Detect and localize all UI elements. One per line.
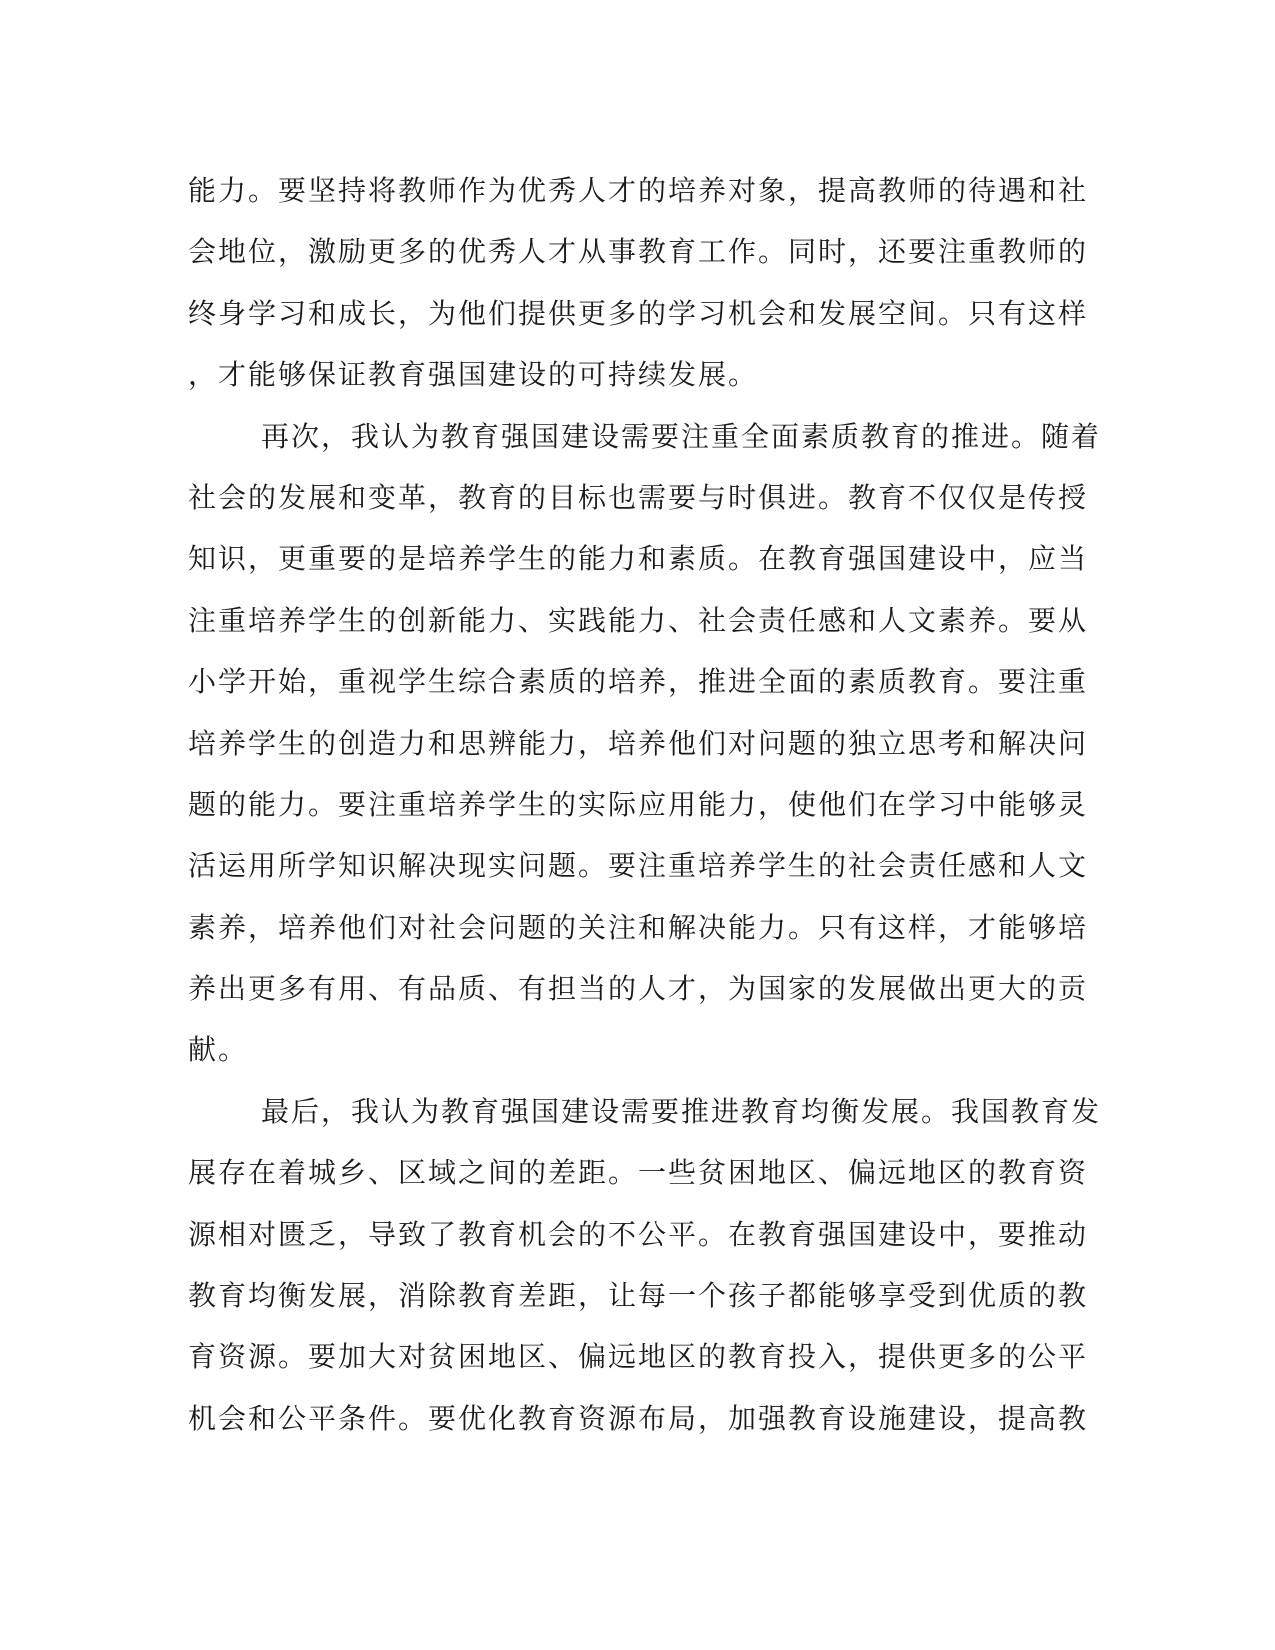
text-line: 能力。要坚持将教师作为优秀人才的培养对象，提高教师的待遇和社 — [188, 174, 1089, 207]
paragraph — [188, 406, 1102, 1081]
text-line: 培养学生的创造力和思辨能力，培养他们对问题的独立思考和解决问 — [188, 726, 1089, 760]
text-line: 小学开始，重视学生综合素质的培养，推进全面的素质教育。要注重 — [188, 665, 1089, 699]
text-line: 会地位，激励更多的优秀人才从事教育工作。同时，还要注重教师的 — [188, 235, 1089, 269]
text-line: 社会的发展和变革，教育的目标也需要与时俱进。教育不仅仅是传授 — [188, 480, 1089, 514]
text-line: 素养，培养他们对社会问题的关注和解决能力。只有这样，才能够培 — [188, 910, 1089, 944]
text-line: 活运用所学知识解决现实问题。要注重培养学生的社会责任感和人文 — [188, 849, 1089, 883]
text-line: 题的能力。要注重培养学生的实际应用能力，使他们在学习中能够灵 — [188, 787, 1089, 821]
text-line: 教育均衡发展，消除教育差距，让每一个孩子都能够享受到优质的教 — [188, 1279, 1089, 1313]
document-body — [188, 160, 1102, 1449]
text-line: 献。 — [188, 1033, 249, 1067]
paragraph — [188, 1081, 1102, 1449]
text-line: 再次，我认为教育强国建设需要注重全面素质教育的推进。随着 — [261, 419, 1102, 453]
text-line: 终身学习和成长，为他们提供更多的学习机会和发展空间。只有这样 — [188, 296, 1089, 330]
text-line: 机会和公平条件。要优化教育资源布局，加强教育设施建设，提高教 — [188, 1401, 1089, 1435]
paragraph — [188, 160, 1088, 406]
text-line: 注重培养学生的创新能力、实践能力、社会责任感和人文素养。要从 — [188, 603, 1089, 637]
text-line: 知识，更重要的是培养学生的能力和素质。在教育强国建设中，应当 — [188, 542, 1089, 576]
text-line: 最后，我认为教育强国建设需要推进教育均衡发展。我国教育发 — [261, 1094, 1102, 1128]
text-line: 源相对匮乏，导致了教育机会的不公平。在教育强国建设中，要推动 — [188, 1217, 1089, 1251]
text-line: 育资源。要加大对贫困地区、偏远地区的教育投入，提供更多的公平 — [188, 1340, 1089, 1374]
text-line: 展存在着城乡、区域之间的差距。一些贫困地区、偏远地区的教育资 — [188, 1156, 1089, 1190]
text-line: ，才能够保证教育强国建设的可持续发展。 — [188, 358, 759, 392]
text-line: 养出更多有用、有品质、有担当的人才，为国家的发展做出更大的贡 — [188, 972, 1089, 1006]
